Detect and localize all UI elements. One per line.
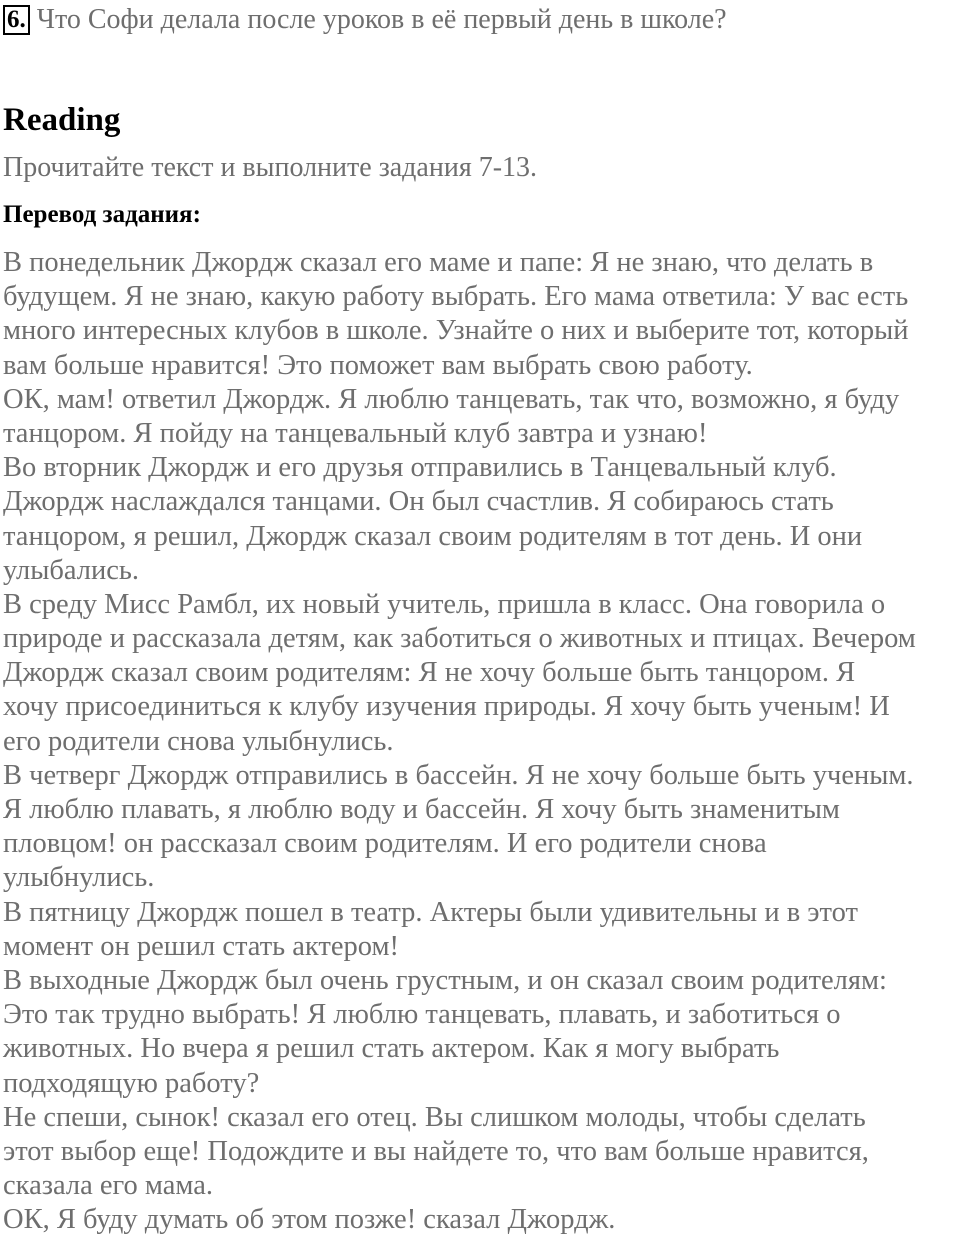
passage-line: танцором, я решил, Джордж сказал своим родителям в тот день. И они bbox=[3, 520, 863, 552]
passage-line: танцором. Я пойду на танцевальный клуб завтра и узнаю! bbox=[3, 417, 708, 449]
passage-line: улыбнулись. bbox=[3, 862, 155, 894]
passage-line: его родители снова улыбнулись. bbox=[3, 725, 394, 757]
passage-line: много интересных клубов в школе. Узнайте о них и выберите тот, который bbox=[3, 315, 909, 347]
passage-line: пловцом! он рассказал своим родителям. И его родители снова bbox=[3, 828, 767, 860]
passage-line: хочу присоединиться к клубу изучения природы. Я хочу быть ученым! И bbox=[3, 691, 890, 723]
passage-line: В понедельник Джордж сказал его маме и папе: Я не знаю, что делать в bbox=[3, 247, 874, 278]
passage-line: Джордж сказал своим родителям: Я не хочу больше быть танцором. Я bbox=[3, 657, 856, 689]
section-instruction: Прочитайте текст и выполните задания 7-13. bbox=[3, 152, 538, 183]
question-6 bbox=[3, 2, 727, 38]
passage-line: природе и рассказала детям, как заботиться о животных и птицах. Вечером bbox=[3, 623, 916, 655]
passage-line: Это так трудно выбрать! Я люблю танцевать, плавать, и заботиться о bbox=[3, 999, 841, 1031]
passage-line: Джордж наслаждался танцами. Он был счастлив. Я собираюсь стать bbox=[3, 486, 834, 518]
passage-line: Во вторник Джордж и его друзья отправились в Танцевальный клуб. bbox=[3, 452, 837, 484]
passage-line: сказала его мама. bbox=[3, 1170, 213, 1202]
passage-line: животных. Но вчера я решил стать актером. Как я могу выбрать bbox=[3, 1033, 780, 1065]
passage-line: Не спеши, сынок! сказал его отец. Вы слишком молоды, чтобы сделать bbox=[3, 1101, 866, 1133]
passage-line: вам больше нравится! Это поможет вам выбрать свою работу. bbox=[3, 349, 753, 381]
passage-line: улыбались. bbox=[3, 554, 140, 586]
question-number-box: 6. bbox=[3, 5, 30, 35]
passage-line: ОК, мам! ответил Джордж. Я люблю танцевать, так что, возможно, я буду bbox=[3, 383, 900, 415]
passage-line: этот выбор еще! Подождите и вы найдете то, что вам больше нравится, bbox=[3, 1135, 869, 1167]
passage-line: В пятницу Джордж пошел в театр. Актеры были удивительны и в этот bbox=[3, 896, 858, 928]
question-text: Что Софи делала после уроков в её первый день в школе? bbox=[36, 4, 727, 35]
translation-heading: Перевод задания: bbox=[3, 201, 201, 228]
passage-line: подходящую работу? bbox=[3, 1067, 260, 1099]
section-title: Reading bbox=[3, 102, 121, 138]
passage-line: момент он решил стать актером! bbox=[3, 930, 399, 962]
passage-line: В среду Мисс Рамбл, их новый учитель, пришла в класс. Она говорила о bbox=[3, 588, 886, 620]
passage-line: будущем. Я не знаю, какую работу выбрать. Его мама ответила: У вас есть bbox=[3, 281, 909, 313]
passage-line: В четверг Джордж отправились в бассейн. Я не хочу больше быть ученым. bbox=[3, 759, 914, 791]
passage-line: ОК, Я буду думать об этом позже! сказал Джордж. bbox=[3, 1204, 616, 1236]
passage-line: Я люблю плавать, я люблю воду и бассейн. Я хочу быть знаменитым bbox=[3, 794, 840, 825]
translated-passage bbox=[3, 246, 960, 1237]
passage-line: В выходные Джордж был очень грустным, и он сказал своим родителям: bbox=[3, 964, 887, 996]
